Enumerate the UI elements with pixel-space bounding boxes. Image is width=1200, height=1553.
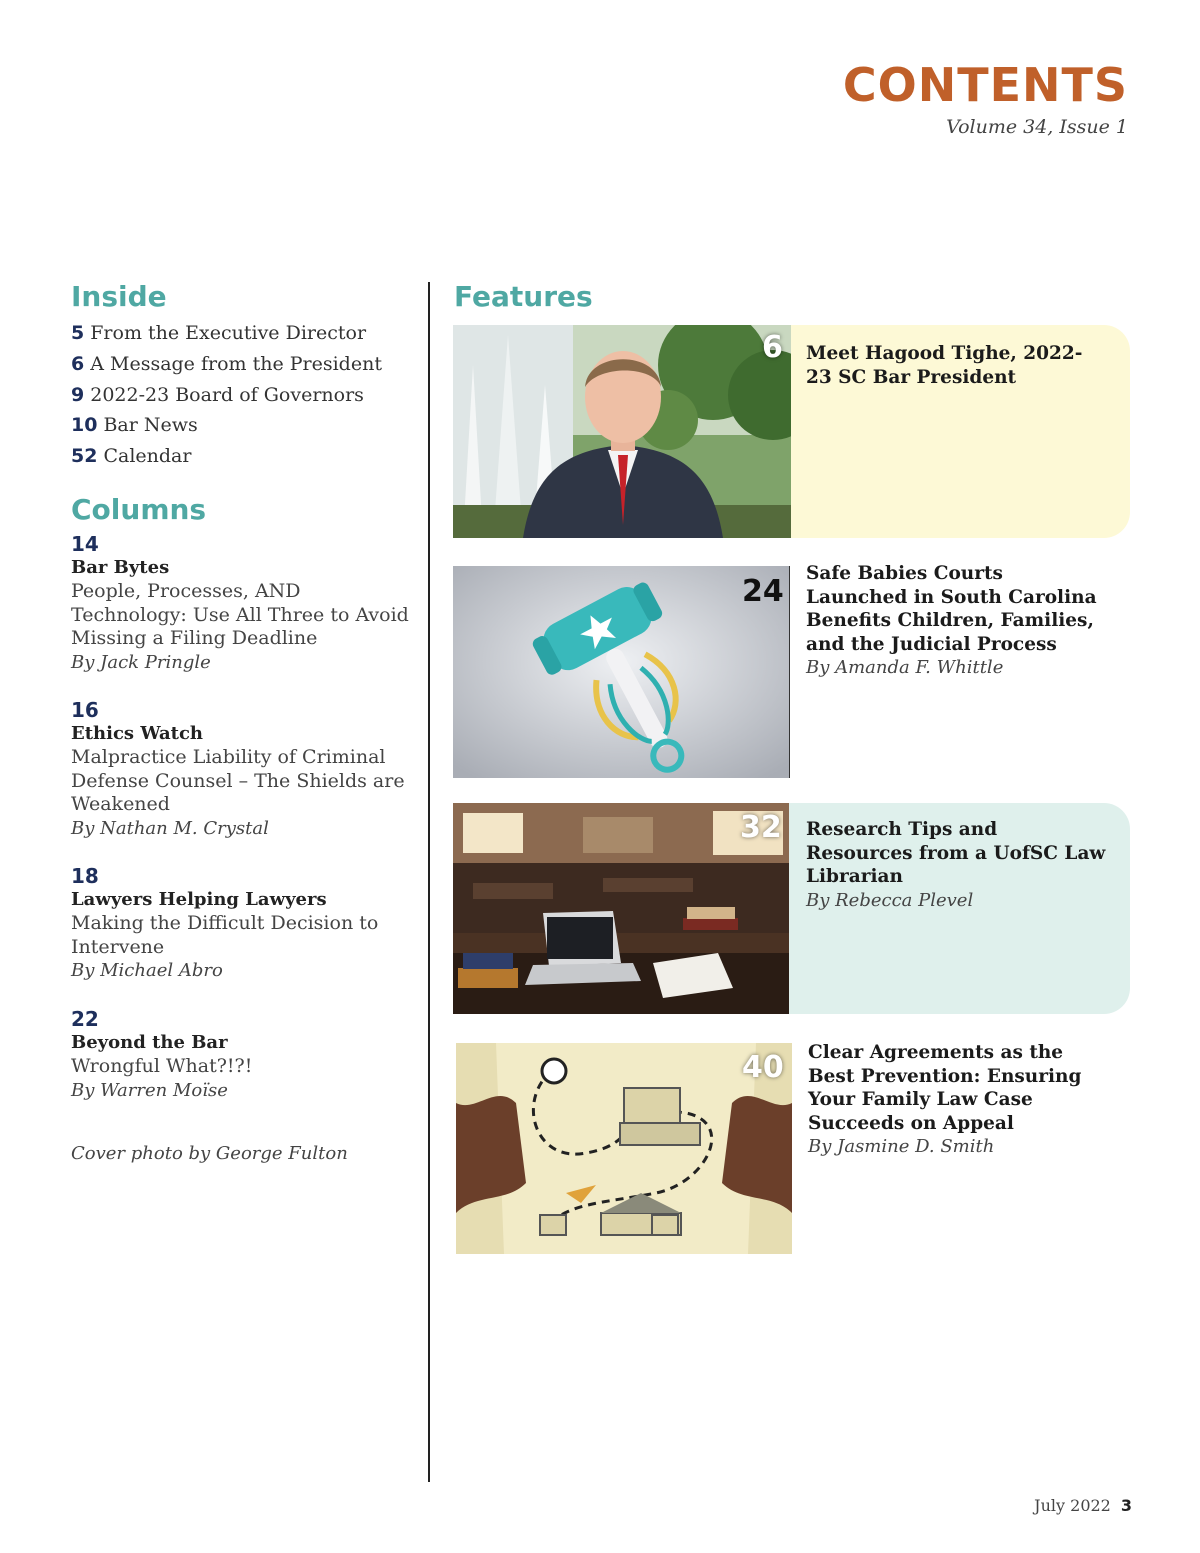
column-entry[interactable] <box>71 698 416 841</box>
president-photo[interactable] <box>453 325 791 538</box>
feature-page-number: 32 <box>740 810 782 845</box>
columns-heading: Columns <box>71 493 207 526</box>
cover-credit: Cover photo by George Fulton <box>71 1143 348 1164</box>
feature-text[interactable] <box>806 562 1106 680</box>
features-heading: Features <box>454 280 593 313</box>
byline: By Michael Abro <box>71 960 223 981</box>
article-title: Wrongful What?!?! <box>71 1055 253 1077</box>
byline: By Warren Moïse <box>71 1079 228 1101</box>
column-entry[interactable] <box>71 1007 416 1103</box>
feature-title: Clear Agreements as the Best Prevention: Ensuring Your Family Law Case Succeeds on Appeal <box>808 1042 1082 1134</box>
page-number: 16 <box>71 698 99 722</box>
article-title: Making the Difficult Decision to Intervene <box>71 912 379 958</box>
page-number: 5 <box>71 322 85 344</box>
library-photo[interactable] <box>453 803 789 1014</box>
feature-title: Meet Hagood Tighe, 2022-23 SC Bar President <box>806 343 1083 388</box>
feature-text[interactable] <box>808 1041 1108 1159</box>
volume-issue: Volume 34, Issue 1 <box>946 116 1128 138</box>
item-label: Calendar <box>103 445 192 468</box>
column-name: Beyond the Bar <box>71 1032 228 1053</box>
feature-title: Research Tips and Resources from a UofSC Law Librarian <box>806 819 1106 887</box>
list-item[interactable] <box>71 441 382 472</box>
article-title: People, Processes, AND Technology: Use All Three to Avoid Missing a Filing Deadline <box>71 580 409 649</box>
library-illustration <box>453 803 789 1014</box>
column-entry[interactable] <box>71 532 416 675</box>
page-number: 10 <box>71 414 98 437</box>
page-number: 52 <box>71 445 98 468</box>
column-name: Ethics Watch <box>71 723 203 744</box>
feature-byline: By Jasmine D. Smith <box>808 1136 995 1157</box>
item-label: From the Executive Director <box>90 322 367 344</box>
inside-list <box>71 318 382 472</box>
byline: By Nathan M. Crystal <box>71 817 269 839</box>
page-number: 3 <box>1120 1496 1132 1515</box>
list-item[interactable] <box>71 380 382 411</box>
article-title: Malpractice Liability of Criminal Defense Counsel – The Shields are Weakened <box>71 746 405 815</box>
item-label: Bar News <box>103 414 198 437</box>
feature-page-number: 6 <box>762 330 783 365</box>
list-item[interactable] <box>71 349 382 380</box>
feature-title: Safe Babies Courts Launched in South Carolina Benefits Children, Families, and the Judicial Process <box>806 563 1097 655</box>
feature-byline: By Amanda F. Whittle <box>806 657 1004 678</box>
column-entry[interactable] <box>71 864 416 983</box>
item-label: 2022-23 Board of Governors <box>90 383 364 406</box>
feature-text[interactable] <box>806 818 1106 913</box>
gavel-rattle-image[interactable] <box>453 566 790 778</box>
page-number: 18 <box>71 864 99 888</box>
issue-date: July 2022 <box>1034 1496 1111 1515</box>
page-footer <box>1034 1496 1132 1515</box>
inside-heading: Inside <box>71 280 167 313</box>
page-number: 22 <box>71 1007 99 1031</box>
page-title: CONTENTS <box>842 58 1128 112</box>
president-photo-illustration <box>453 325 791 538</box>
gavel-illustration <box>453 566 789 778</box>
feature-page-number: 40 <box>742 1050 784 1085</box>
byline: By Jack Pringle <box>71 651 211 673</box>
page-number: 14 <box>71 532 99 556</box>
page-number: 6 <box>71 352 85 375</box>
page-number: 9 <box>71 383 85 406</box>
column-divider <box>428 282 430 1482</box>
feature-page-number: 24 <box>742 574 784 609</box>
list-item[interactable] <box>71 410 382 441</box>
column-name: Bar Bytes <box>71 557 170 578</box>
list-item[interactable] <box>71 318 382 349</box>
feature-text[interactable] <box>806 342 1106 389</box>
column-name: Lawyers Helping Lawyers <box>71 889 327 910</box>
feature-byline: By Rebecca Plevel <box>806 889 974 911</box>
item-label: A Message from the President <box>90 352 382 375</box>
